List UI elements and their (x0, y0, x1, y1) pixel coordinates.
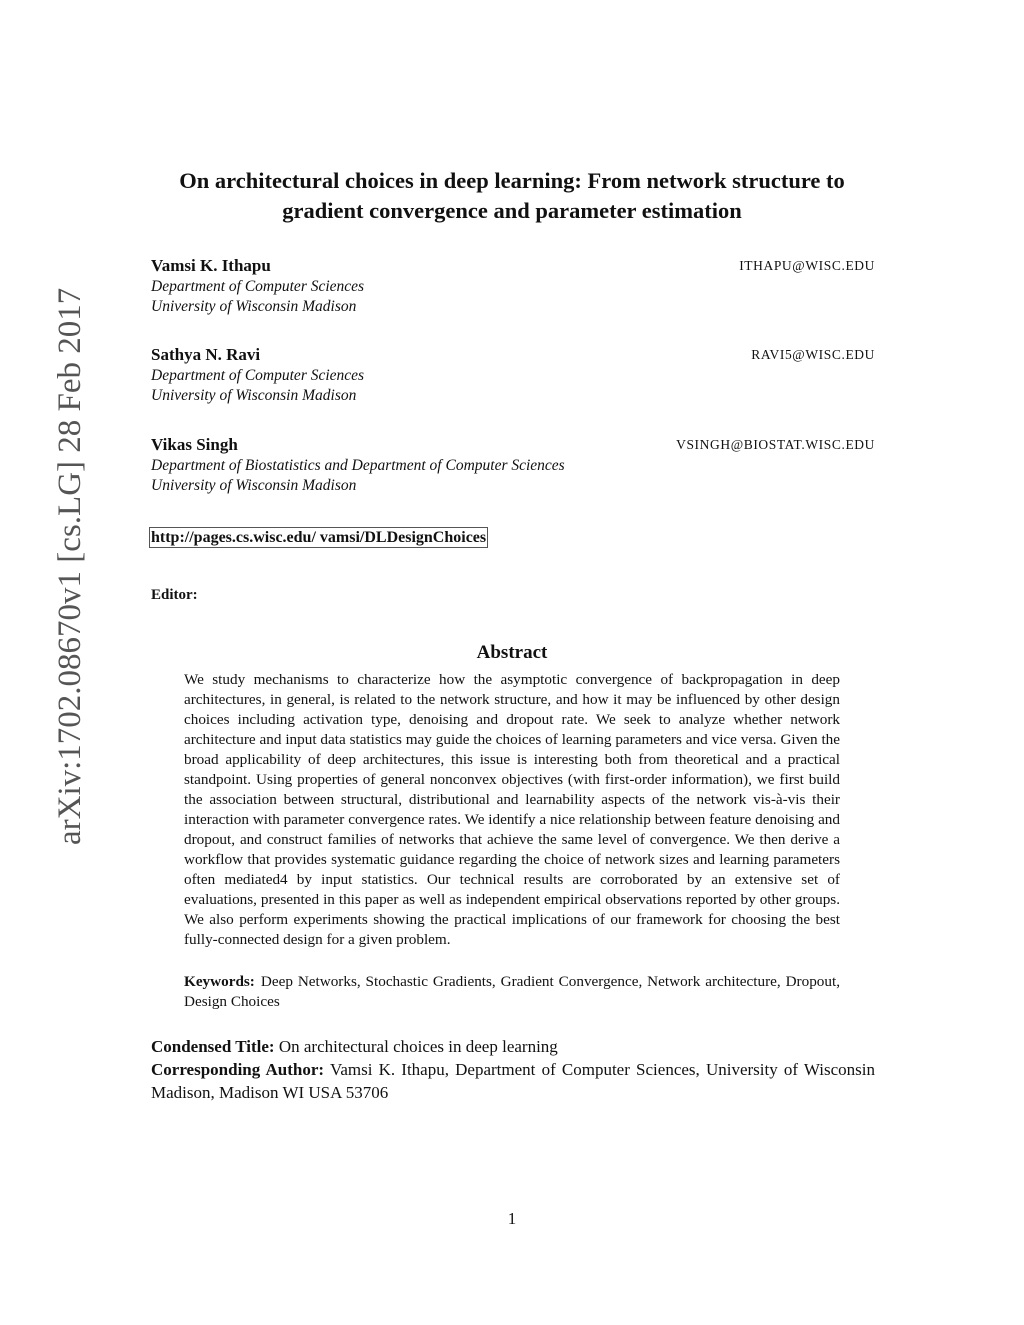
author-block-1 (151, 255, 875, 317)
corresponding-author-text: Vamsi K. Ithapu, Department of Computer Sciences, University of Wisconsin Madison, Madison WI USA 53706 (151, 1060, 875, 1102)
condensed-title (151, 1035, 875, 1058)
author-block-2 (151, 344, 875, 406)
author-name: Vikas Singh (151, 435, 238, 454)
corresponding-author (151, 1058, 875, 1104)
arxiv-watermark: arXiv:1702.08670v1 [cs.LG] 28 Feb 2017 (52, 287, 88, 845)
paper-meta (151, 1035, 875, 1104)
keywords-label: Keywords: (184, 973, 255, 990)
keywords (184, 972, 840, 1012)
keywords-text: Deep Networks, Stochastic Gradients, Gradient Convergence, Network architecture, Dropout, Design Choices (184, 973, 840, 1010)
corresponding-author-label: Corresponding Author: (151, 1060, 325, 1079)
paper-title-line1: On architectural choices in deep learning: From network structure to (179, 168, 845, 193)
editor-label: Editor: (151, 587, 198, 603)
page-number: 1 (507, 1209, 517, 1228)
author-name: Sathya N. Ravi (151, 345, 261, 364)
author-affiliation: Department of Computer Sciences (151, 367, 365, 384)
author-email: RAVI5@WISC.EDU (751, 347, 875, 362)
author-affiliation: Department of Computer Sciences (151, 278, 365, 295)
project-url-link[interactable]: http://pages.cs.wisc.edu/ vamsi/DLDesignChoices (151, 529, 487, 546)
abstract-text: We study mechanisms to characterize how the asymptotic convergence of backpropagation in deep architectures, in general, is related to the network structure, and how it may be influenced by other design choices including activation type, denoising and dropout rate. We seek to analyze whether network architecture and input data statistics may guide the choices of learning parameters and vice versa. Given the broad applicability of deep architectures, this issue is interesting both from theoretical and a practical standpoint. Using properties of general nonconvex objectives (with first-order information), we first build the association between structural, distributional and learnability aspects of the network vis-à-vis their interaction with parameter convergence rates. We identify a nice relationship between feature denoising and dropout, and construct families of networks that achieve the same level of convergence. We then derive a workflow that provides systematic guidance regarding the choice of network sizes and learning parameters often mediated4 by input statistics. Our technical results are corroborated by an extensive set of evaluations, presented in this paper as well as independent empirical observations reported by other groups. We also perform experiments showing the practical implications of our framework for choosing the best fully-connected design for a given problem. (184, 671, 840, 948)
author-block-3 (151, 434, 875, 496)
author-affiliation: University of Wisconsin Madison (151, 298, 357, 315)
condensed-title-text: On architectural choices in deep learning (278, 1037, 558, 1056)
author-affiliation: Department of Biostatistics and Department of Computer Sciences (151, 457, 565, 474)
condensed-title-label: Condensed Title: (151, 1037, 275, 1056)
author-email: ITHAPU@WISC.EDU (739, 258, 875, 273)
paper-title (120, 166, 904, 226)
author-affiliation: University of Wisconsin Madison (151, 387, 357, 404)
paper-title-line2: gradient convergence and parameter estimation (282, 198, 742, 223)
author-name: Vamsi K. Ithapu (151, 256, 271, 275)
author-email: VSINGH@BIOSTAT.WISC.EDU (676, 437, 875, 452)
author-affiliation: University of Wisconsin Madison (151, 477, 357, 494)
abstract-heading: Abstract (476, 642, 548, 663)
